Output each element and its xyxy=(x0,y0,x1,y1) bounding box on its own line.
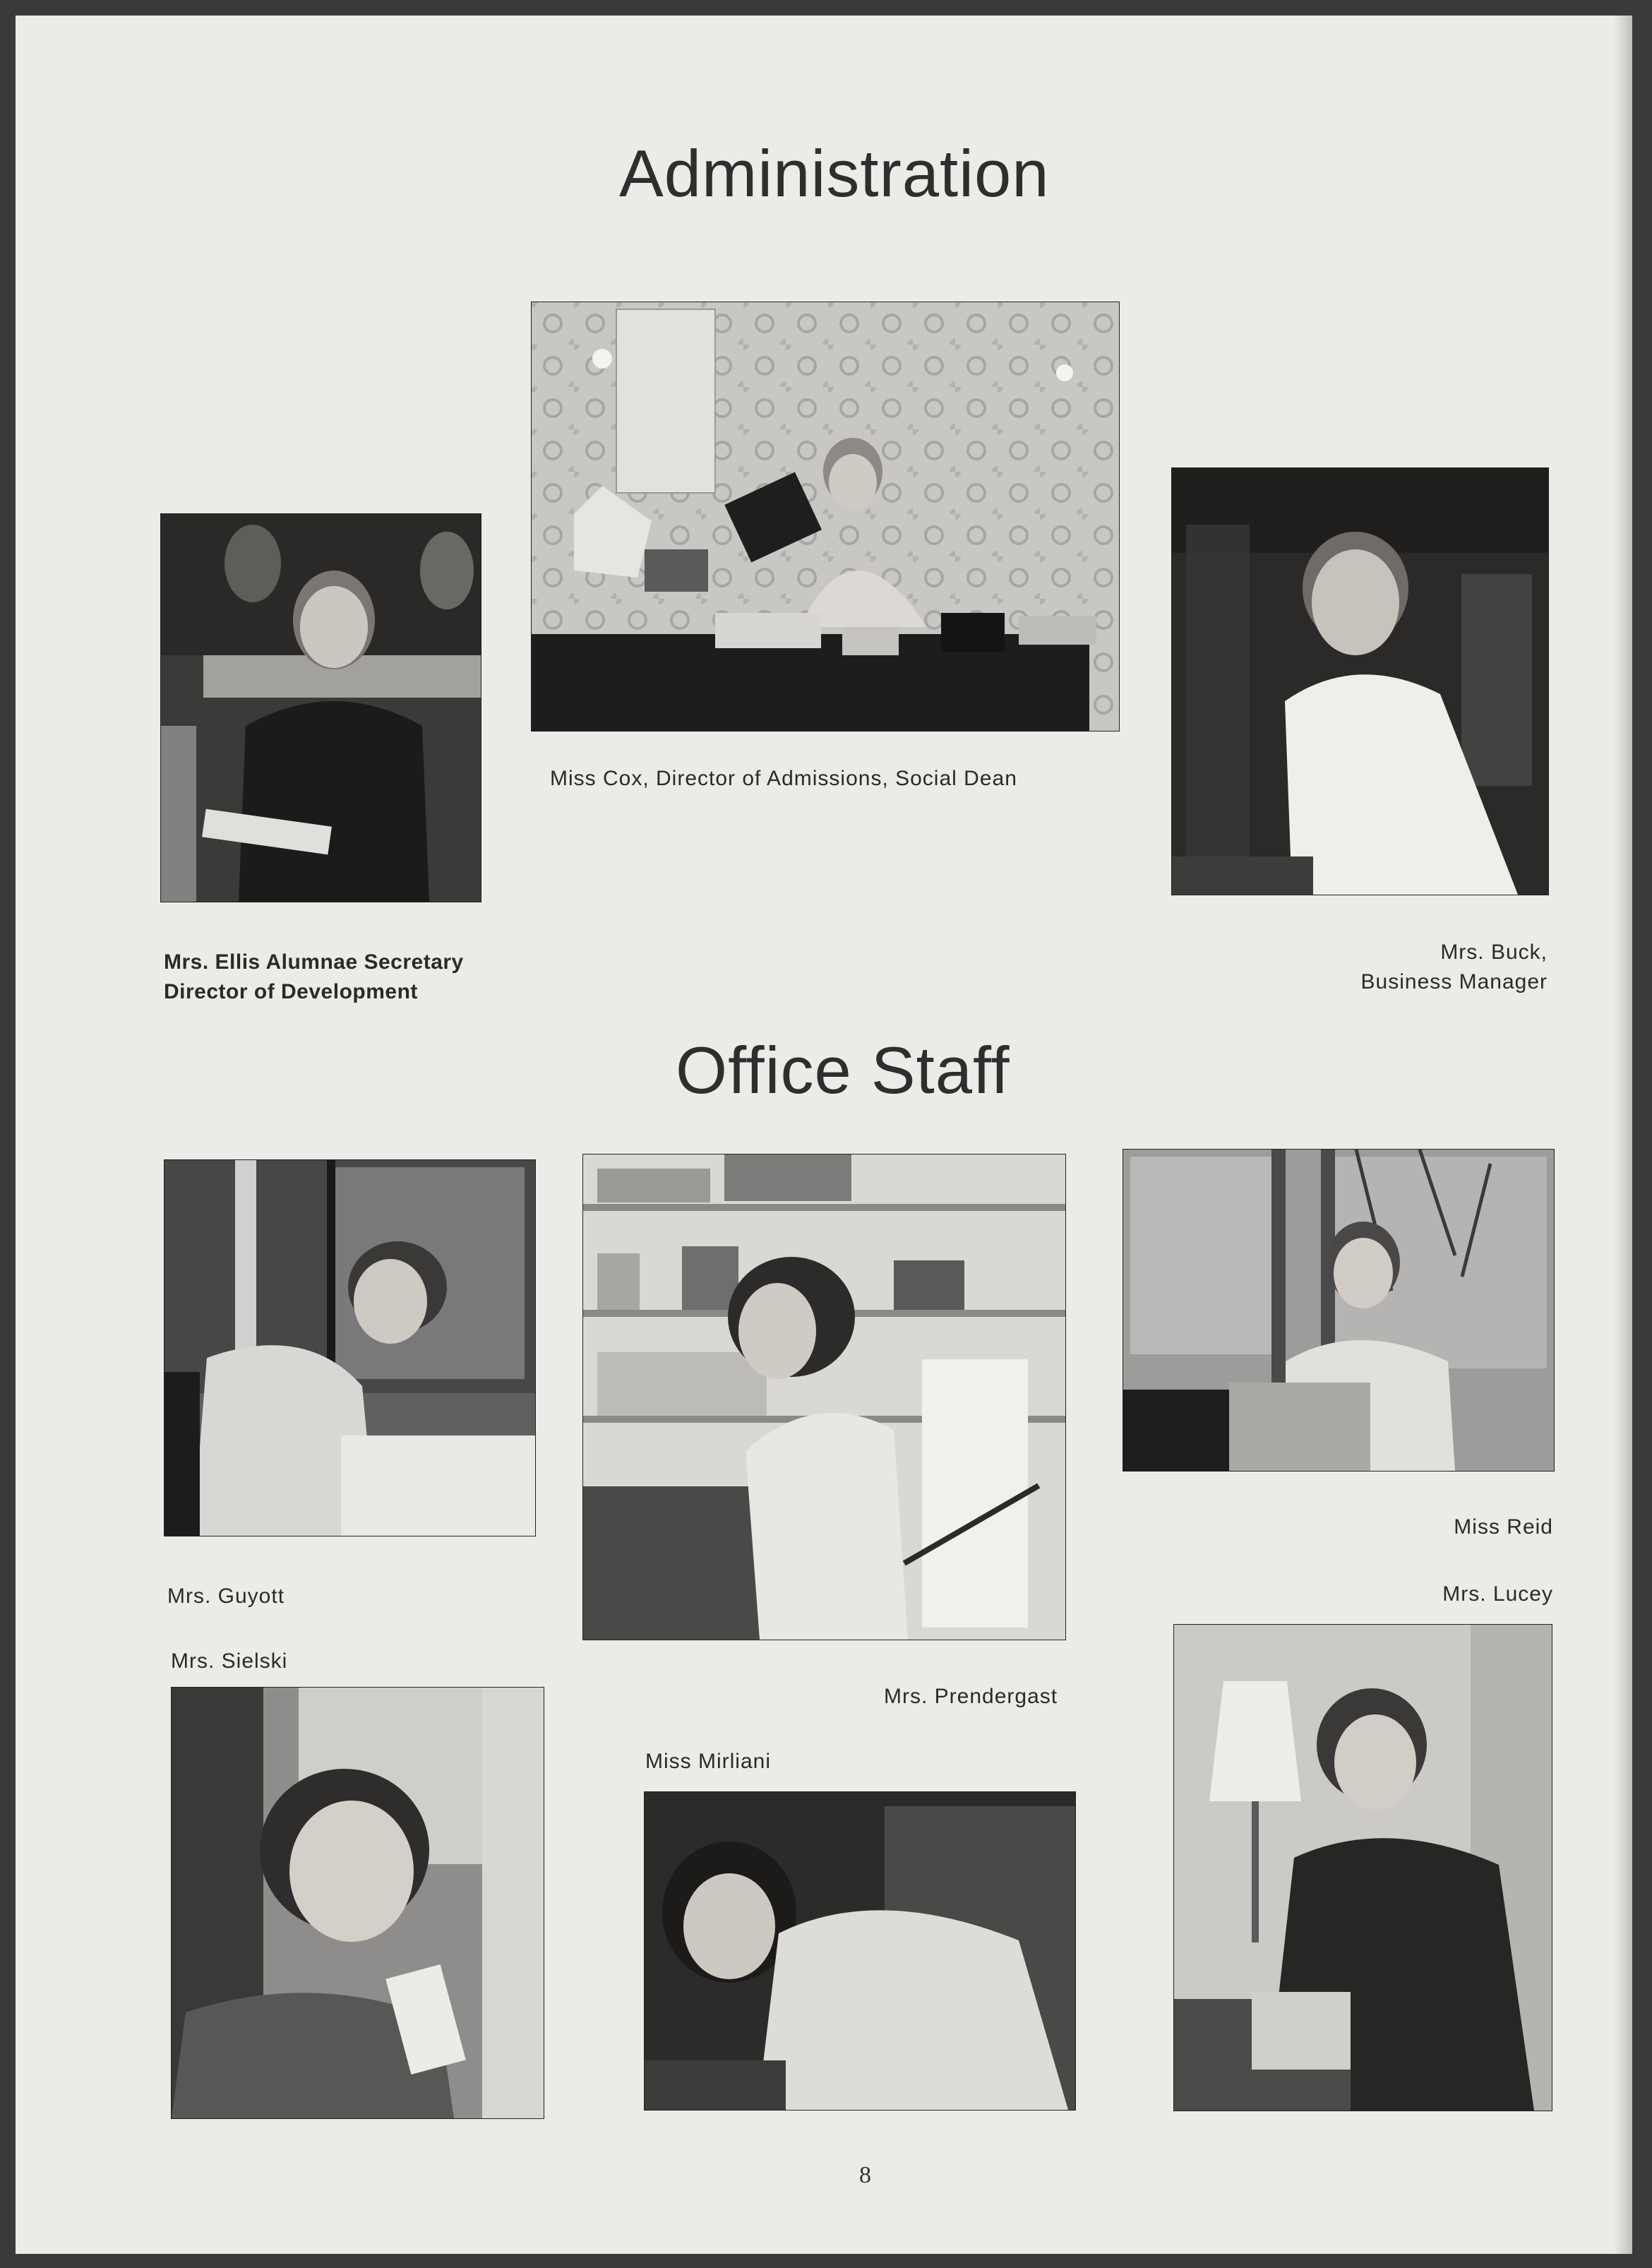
photo-mrs-buck xyxy=(1171,467,1549,895)
caption-mrs-lucey: Mrs. Lucey xyxy=(1442,1582,1553,1606)
photo-mrs-ellis xyxy=(160,513,481,902)
caption-mrs-ellis-line2: Director of Development xyxy=(164,980,418,1003)
caption-mrs-prendergast: Mrs. Prendergast xyxy=(884,1685,1058,1708)
yearbook-page xyxy=(16,16,1632,2254)
caption-mrs-buck-line1: Mrs. Buck, xyxy=(1440,941,1548,964)
office-staff-heading: Office Staff xyxy=(676,1033,1010,1107)
photo-miss-mirliani xyxy=(644,1791,1076,2111)
photo-mrs-guyott xyxy=(164,1159,536,1536)
photo-miss-cox xyxy=(531,302,1120,732)
caption-mrs-buck-line2: Business Manager xyxy=(1360,970,1548,993)
caption-mrs-ellis-line1: Mrs. Ellis Alumnae Secretary xyxy=(164,950,464,974)
photo-miss-reid xyxy=(1123,1149,1555,1472)
caption-miss-mirliani: Miss Mirliani xyxy=(645,1750,771,1773)
caption-miss-cox: Miss Cox, Director of Admissions, Social Dean xyxy=(550,767,1017,790)
caption-mrs-guyott: Mrs. Guyott xyxy=(167,1584,285,1608)
photo-mrs-prendergast xyxy=(582,1154,1066,1640)
caption-miss-reid: Miss Reid xyxy=(1454,1515,1553,1539)
administration-heading: Administration xyxy=(619,136,1050,210)
caption-mrs-sielski: Mrs. Sielski xyxy=(171,1649,288,1673)
page-spine-shadow xyxy=(1614,16,1632,2254)
photo-mrs-sielski xyxy=(171,1687,544,2119)
page-number: 8 xyxy=(859,2162,871,2188)
photo-mrs-lucey xyxy=(1173,1624,1552,2111)
